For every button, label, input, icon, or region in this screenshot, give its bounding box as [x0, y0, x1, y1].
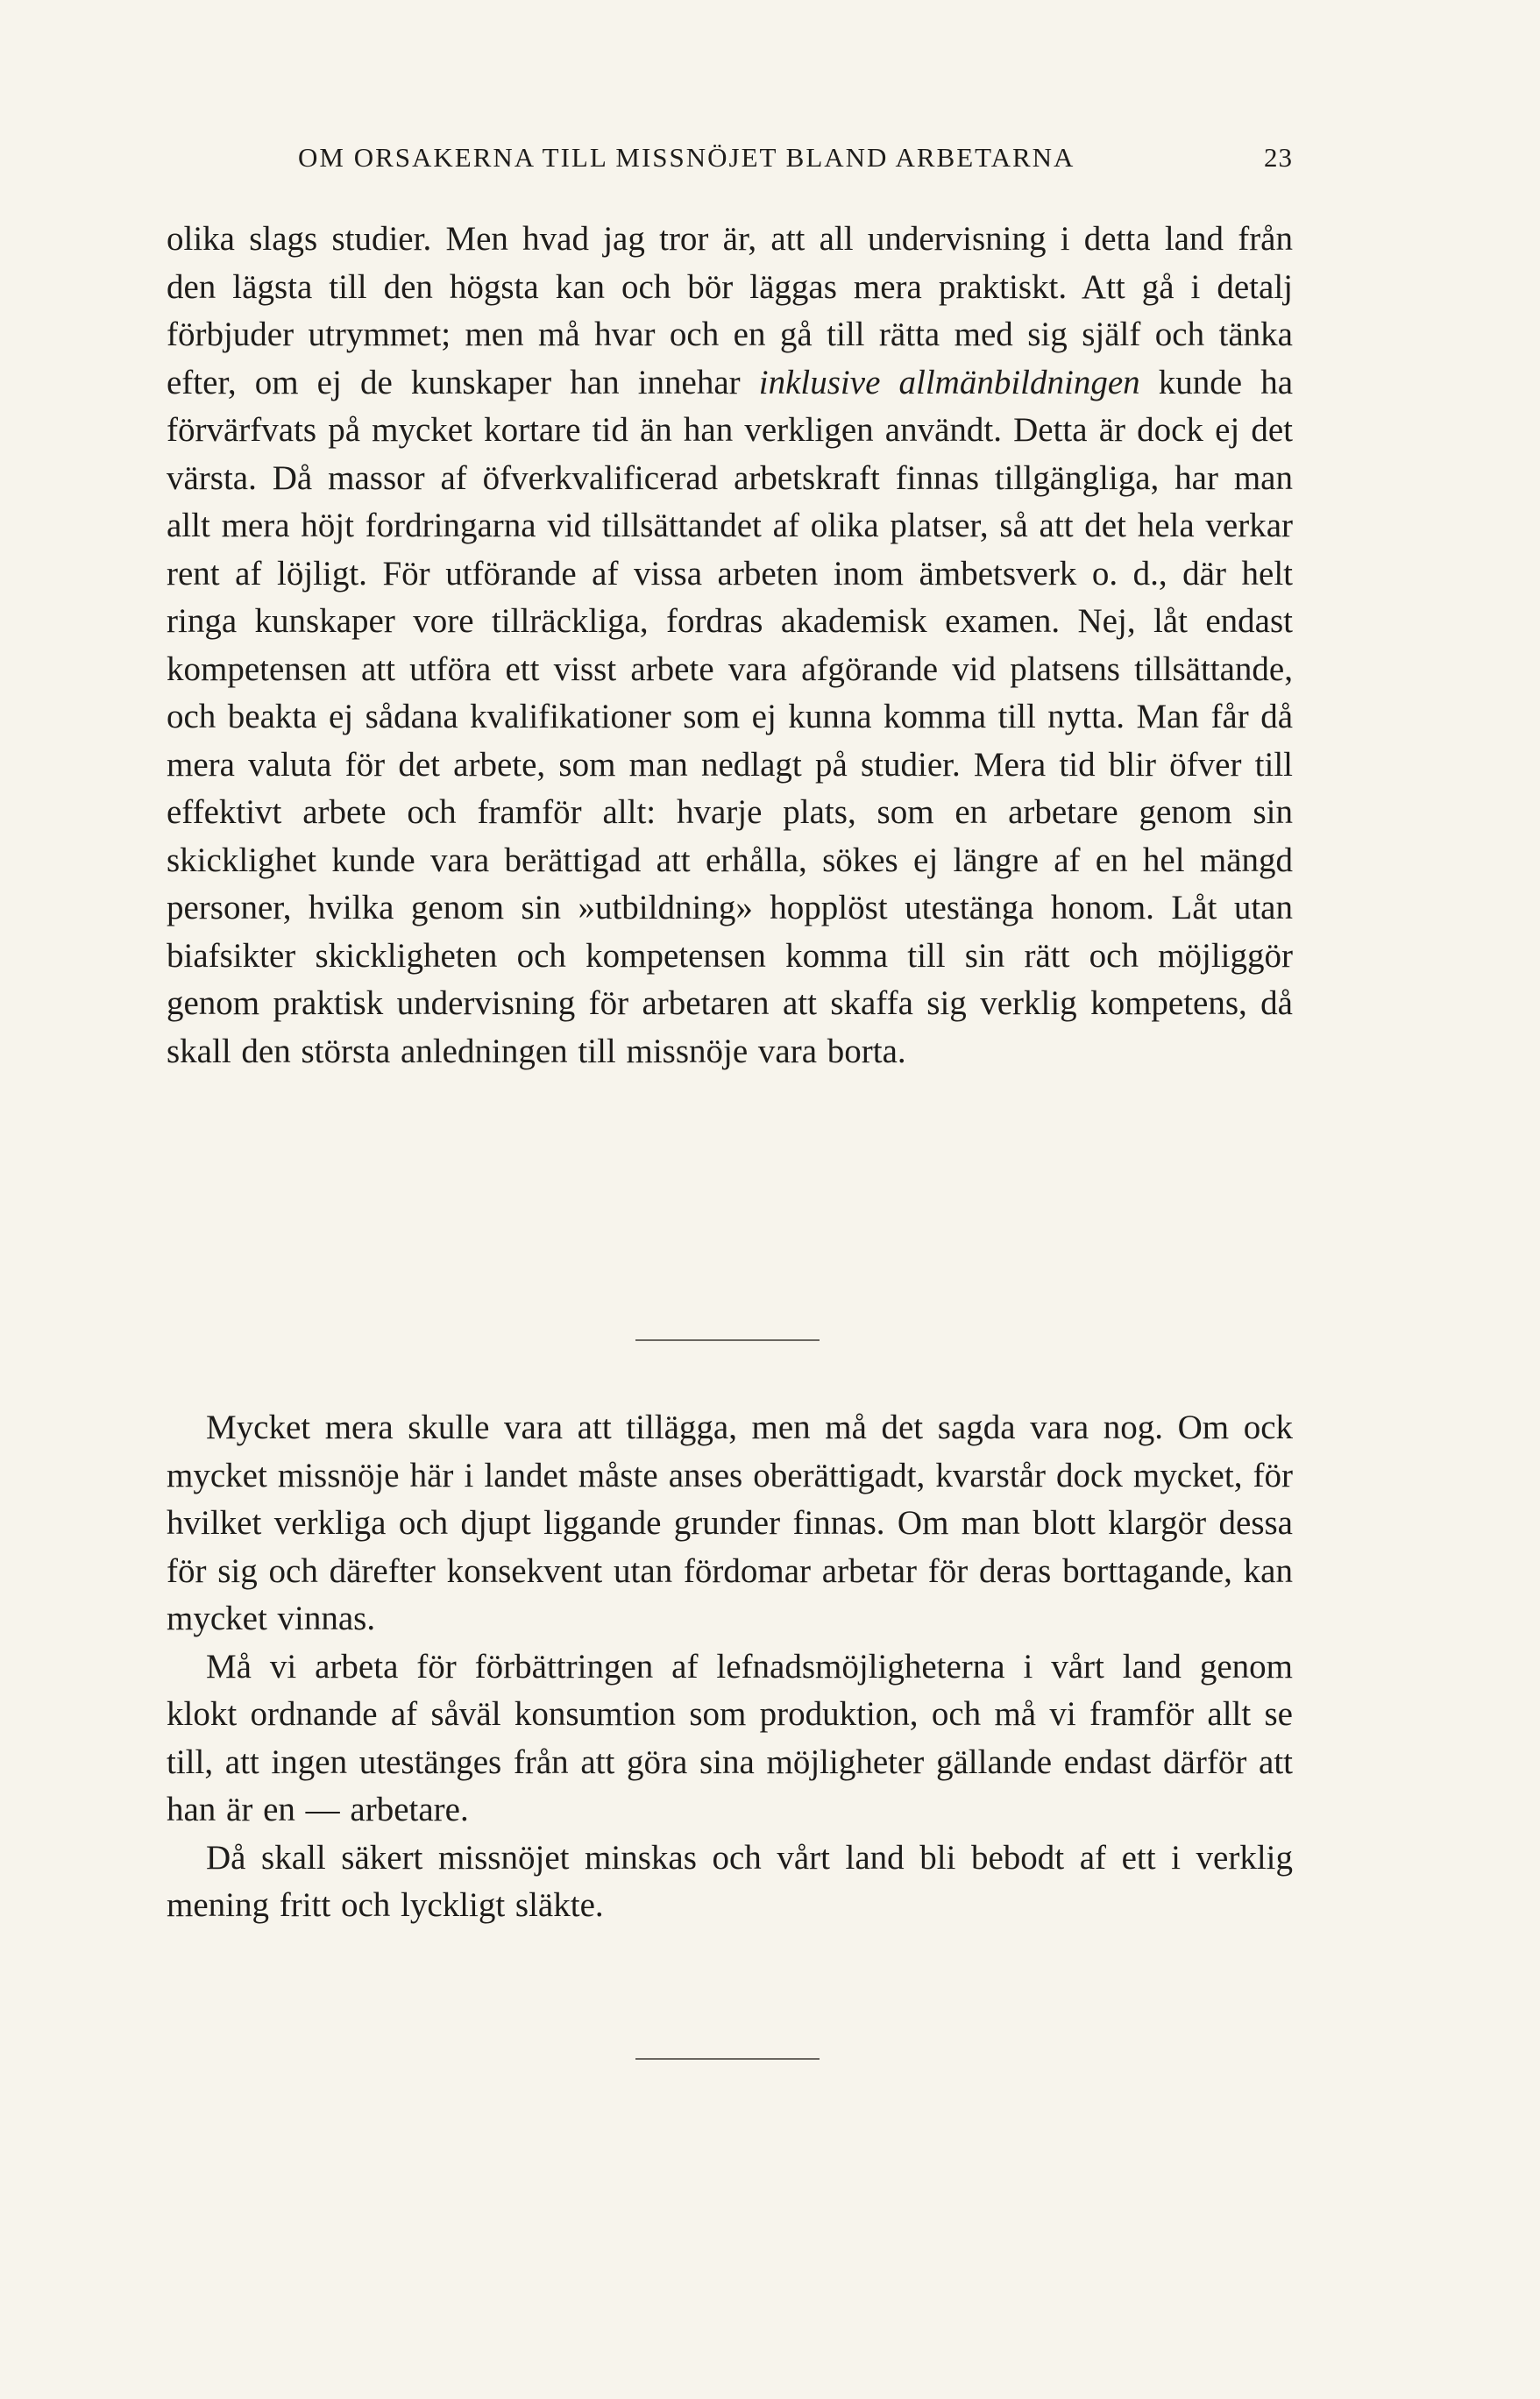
page-number: 23	[1264, 142, 1293, 173]
running-head	[167, 142, 1293, 181]
paragraph-1-emphasis: inklusive allmänbildningen	[758, 363, 1140, 401]
paragraph-4: Då skall säkert missnöjet minskas och vårt land bli bebodt af ett i verklig mening fritt och lyckligt släkte.	[167, 1838, 1293, 1924]
paragraph-1-part-2: kunde ha förvärfvats på mycket kortare tid än han verkligen användt. Detta är dock ej det värsta. Då massor af öfverkvalificerad arbetskraft finnas tillgängliga, har man allt mera höjt fordringarna vid tillsättandet af olika platser, så att det hela verkar rent af löjligt. För utförande af vissa arbeten inom ämbetsverk o. d., där helt ringa kunskaper vore tillräckliga, fordras akademisk examen. Nej, låt endast kompetensen att utföra ett visst arbete vara afgörande vid platsens tillsättande, och beakta ej sådana kvalifikationer som ej kunna komma till nytta. Man får då mera valuta för det arbete, som man nedlagt på studier. Mera tid blir öfver till effektivt arbete och framför allt: hvarje plats, som en arbetare genom sin skicklighet kunde vara berättigad att erhålla, sökes ej längre af en hel mängd personer, hvilka genom sin »utbildning» hopplöst utestänga honom. Låt utan biafsikter skickligheten och kompetensen komma till sin rätt och möjliggör genom praktisk undervisning för arbetaren att skaffa sig verklig kompetens, då skall den största anledningen till missnöje vara borta.	[167, 363, 1294, 1070]
paragraph-3: Må vi arbeta för förbättringen af lefnadsmöjligheterna i vårt land genom klokt ordnande af såväl konsumtion som produktion, och må vi framför allt se till, att ingen utestänges från att göra sina möjligheter gällande endast därför att han är en — arbetare.	[167, 1647, 1293, 1828]
body-text-upper	[167, 216, 1293, 1075]
end-divider	[635, 2058, 820, 2060]
body-text-lower	[167, 1404, 1293, 1930]
paragraph-1-part-1: olika slags studier. Men hvad jag tror är, att all undervisning i detta land från den lägsta till den högsta kan och bör läggas mera praktiskt. Att gå i detalj förbjuder utrymmet; men må hvar och en gå till rätta med sig själf och tänka efter, om ej de kunskaper han innehar	[167, 220, 1293, 401]
paragraph-2: Mycket mera skulle vara att tillägga, men må det sagda vara nog. Om ock mycket missnöje här i landet måste anses oberättigadt, kvarstår dock mycket, för hvilket verkliga och djupt liggande grunder finnas. Om man blott klargör dessa för sig och därefter konsekvent utan fördomar arbetar för deras borttagande, kan mycket vinnas.	[167, 1409, 1293, 1637]
section-divider	[635, 1339, 820, 1341]
running-title: OM ORSAKERNA TILL MISSNÖJET BLAND ARBETARNA	[298, 142, 1075, 173]
paragraph-continued	[167, 216, 1293, 1075]
